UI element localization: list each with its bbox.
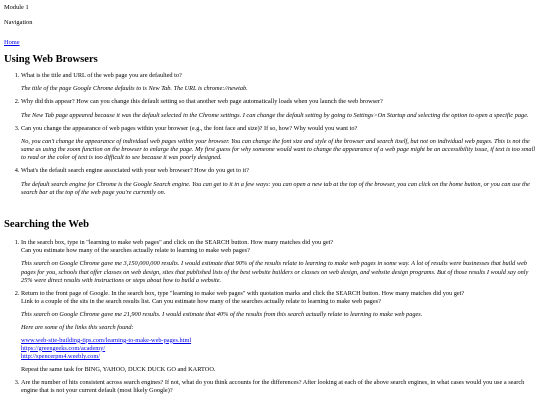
list-item [21,239,537,285]
answer-text: The New Tab page appeared because it was the default selected in the Chrome settings. I can change the default setting by going to Settings>On Startup and selecting the option to open a specific page. [21,111,529,119]
list-item [21,125,537,163]
answer-text: This search on Google Chrome gave me 3,150,000,000 results. I would estimate that 90% of the results relate to learning to make web pages in some way. A lot of results were businesses that build web pages for you, schools that offer classes on web design, sites that published lists of the best website builders or classes on web design, and website design programs. But of those results I would say only 25% were direct results with instructions or steps about how to build a website. [21,260,529,284]
question-text: 1. What is the title and URL of the web page you are defaulted to? [21,72,182,79]
answer-text: The default search engine for Chrome is the Google Search engine. You can get to it in a few ways: you can open a new tab at the top of the browser, you can click on the home button, or you can use the search bar at the top of the web page you're currently on. [21,180,530,196]
module-title: Module 1 [4,4,29,11]
list-item [21,167,537,197]
question-text: Link to a couple of the sits in the search results list. Can you estimate how many of the searches actually relate to learning to make web pages? [21,298,381,306]
question-text: 3. Are the number of hits consistent across search engines? If not, what do you think accounts for the differences? After looking at each of the above search engines, in what cases would you use a search engine that is not your current default (most likely Google)? [21,379,525,395]
search-questions-list [0,239,537,401]
list-item [21,72,537,93]
question-text: 3. Can you change the appearance of web pages within your browser (e.g., the font face and size)? If so, how? Why would you want to? [21,124,358,132]
list-item [21,379,537,395]
result-link[interactable]: https://greengeeks.com/academy/ [21,344,106,352]
question-text: 1. In the search box, type in "learning to make web pages" and click on the SEARCH button. How many matches did you get? [21,239,334,246]
result-link[interactable]: www.web-site-building-tips.com/learning-to-make-web-pages.html [21,336,192,344]
navigation-title: Navigation [4,19,33,26]
section-heading-browsers: Using Web Browsers [4,54,98,65]
answer-text: The title of the page Google Chrome defaults to is New Tab. The URL is chrome://newtab. [21,85,248,93]
links-intro-text: Here are some of the links this search found: [21,324,134,332]
repeat-instruction: Repeat the same task for BING, YAHOO, DUCK DUCK GO and KARTOO. [21,366,216,374]
answer-text: This search on Google Chrome gave me 21,900 results. I would estimate that 40% of the results from this search actually relate to learning to make web pages. [21,311,423,319]
list-item [21,98,537,119]
question-text: Can you estimate how many of the searches actually relate to learning to make web pages? [21,247,250,255]
link-list [21,337,537,362]
question-text: 2. Return to the front page of Google. In the search box, type "learning to make web pages" with quotation marks and click the SEARCH button. How many matches did you get? [21,289,465,297]
result-link[interactable]: http://spencerpm4.weebly.com/ [21,352,100,360]
section-heading-searching: Searching the Web [4,219,89,230]
question-text: 4. What's the default search engine associated with your web browser? How do you get to it? [21,167,249,175]
list-item [21,290,537,374]
browser-questions-list [0,72,537,202]
answer-text: No, you can't change the appearance of individual web pages within your browser. You can change the font size and style of the browser and search itself, but not on individual web pages. This is not the same as using the zoom function on the browser to enlarge the page. My first guess for why someone would want to change the appearance of a web page might be an accessibility issue, if text is too small to read or the color of text is too difficult to see because it was poorly designed. [21,137,536,162]
question-text: 2. Why did this appear? How can you change this default setting so that another web page automatically loads when you launch the web browser? [21,98,383,106]
home-link[interactable]: Home [4,39,20,46]
